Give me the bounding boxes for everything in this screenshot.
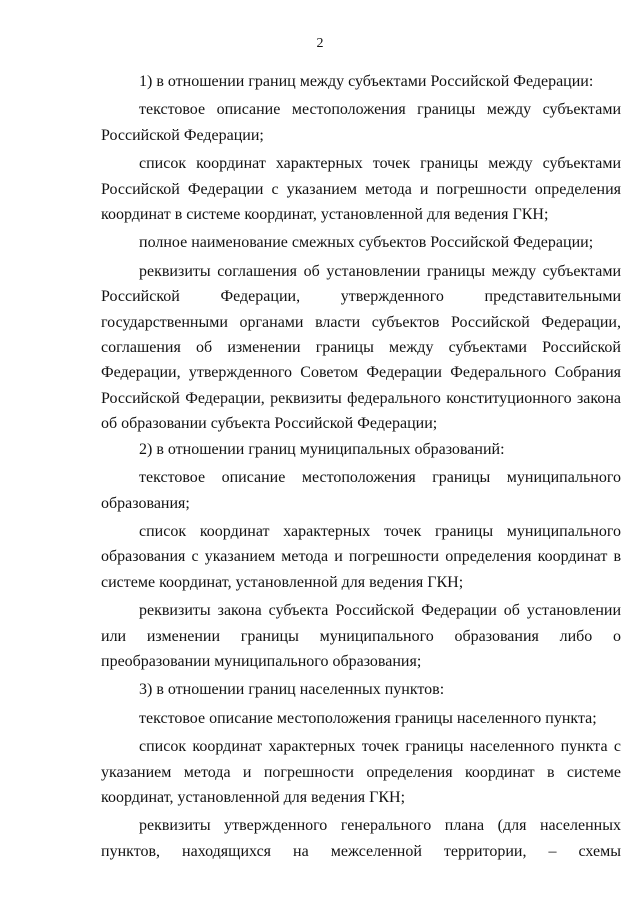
paragraph-section-2-heading: 2) в отношении границ муниципальных образований: — [139, 440, 505, 458]
paragraph-general-plan-details: реквизиты утвержденного генерального плана (для населенных пунктов, находящихся на межселенной территории, – схемы — [101, 817, 621, 860]
paragraph-boundary-description: текстовое описание местоположения границы между субъектами Российской Федерации; — [101, 101, 621, 144]
paragraph-settlement-boundary-description: текстовое описание местоположения границы населенного пункта; — [139, 709, 597, 727]
page-number: 2 — [316, 36, 324, 51]
document-body — [101, 69, 621, 864]
paragraph-municipal-coordinates-list: список координат характерных точек границы муниципального образования с указанием метода и погрешности определения координат в системе координат, установленной для ведения ГКН; — [101, 522, 621, 591]
paragraph-section-1-heading: 1) в отношении границ между субъектами Российской Федерации: — [139, 73, 594, 90]
paragraph-section-3-heading: 3) в отношении границ населенных пунктов: — [139, 681, 445, 699]
paragraph-settlement-coordinates-list: список координат характерных точек границы населенного пункта с указанием метода и погрешности определения координат в системе координат, установленной для ведения ГКН; — [101, 738, 621, 806]
paragraph-agreement-details: реквизиты соглашения об установлении границы между субъектами Российской Федерации, утвержденного представительными государственными органами власти субъектов Российской Федерации, соглашения об изменении границы между субъектами Российской Федерации, утвержденного Советом Федерации Федерального Собрания Российской Федерации, реквизиты федерального конституционного закона об образовании субъекта Российской Федерации; — [101, 262, 621, 433]
paragraph-coordinates-list: список координат характерных точек границы между субъектами Российской Федерации с указанием метода и погрешности определения координат в системе координат, установленной для ведения ГКН; — [101, 155, 621, 224]
paragraph-municipal-law-details: реквизиты закона субъекта Российской Федерации об установлении или изменении границы муниципального образования либо о преобразовании муниципального образования; — [101, 602, 621, 670]
paragraph-adjacent-subjects: полное наименование смежных субъектов Российской Федерации; — [139, 234, 594, 252]
paragraph-municipal-boundary-description: текстовое описание местоположения границы муниципального образования; — [101, 469, 621, 512]
